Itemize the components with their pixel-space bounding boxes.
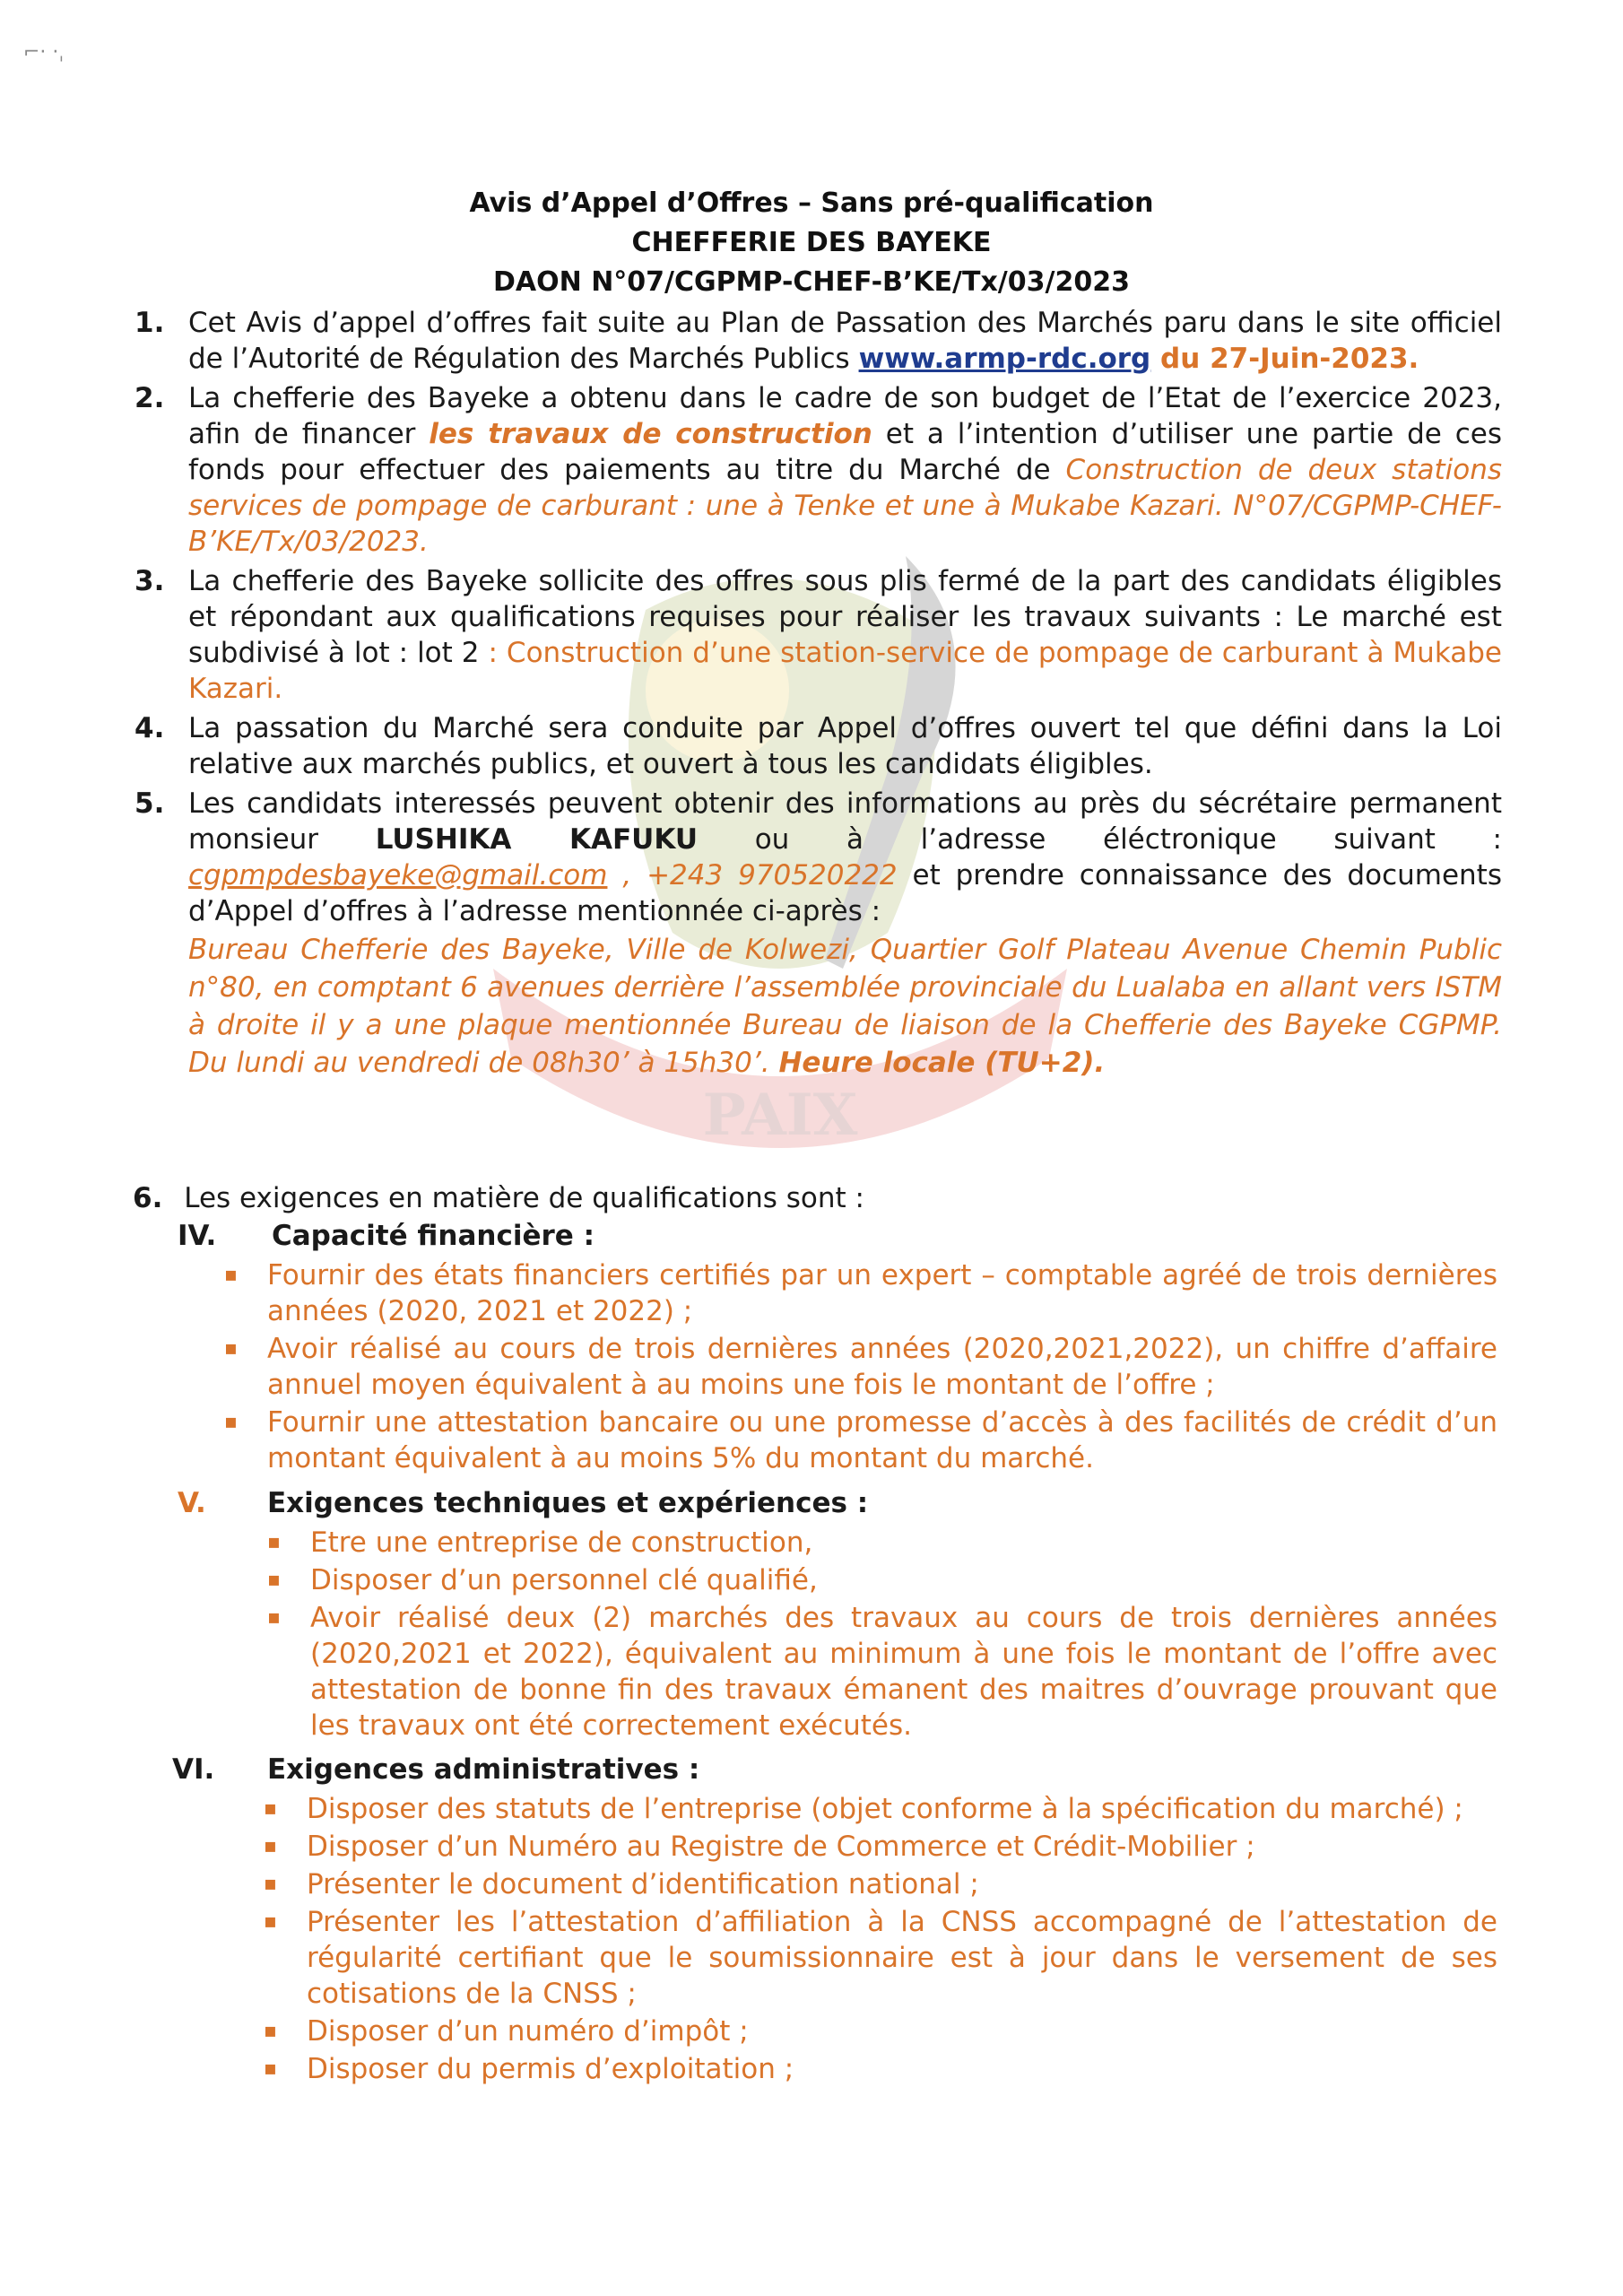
item-3 (135, 563, 1502, 707)
notice-reference: DAON N°07/CGPMP-CHEF-B’KE/Tx/03/2023 (493, 266, 1130, 298)
office-address (188, 931, 1502, 1082)
watermark-text: PAIX (702, 1082, 858, 1149)
address-text: Bureau Chefferie des Bayeke, Ville de Kolwezi, Quartier Golf Plateau Avenue Chemin Public n°80, en comptant 6 avenues derrière l’assemblée provinciale du Lualaba en allant vers ISTM à droite il y a une plaque mentionnée Bureau de liaison de la Chefferie des Bayeke CGPMP. Du lundi au vendredi de 08h30’ à 15h30’. (188, 934, 1502, 1079)
notice-header (0, 184, 1623, 302)
office-hours-note: Heure locale (TU+2). (778, 1047, 1106, 1079)
list-item: ▪ Disposer d’un numéro d’impôt ; (264, 2013, 1497, 2049)
list-item: ▪ Etre une entreprise de construction, (267, 1525, 1497, 1561)
item-text: La passation du Marché sera conduite par Appel d’offres ouvert tel que défini dans la Loi relative aux marchés publics, et ouvert à tous les candidats éligibles. (188, 712, 1502, 780)
list-item: ▪ Présenter le document d’identification national ; (264, 1866, 1497, 1902)
list-item: ▪ Avoir réalisé deux (2) marchés des travaux au cours de trois dernières années (2020,2021 et 2022), équivalent au minimum à une fois le montant de l’offre avec attestation de bonne fin des travaux émanent des maitres d’ouvrage prouvant que les travaux ont été correctement exécutés. (267, 1600, 1497, 1744)
item-number: 2. (135, 382, 165, 414)
item-number: 6. (133, 1182, 163, 1214)
section-financial (178, 1220, 595, 1252)
notice-body (135, 305, 1502, 1085)
list-item: ▪ Fournir des états financiers certifiés par un expert – comptable agréé de trois dernières années (2020, 2021 et 2022) ; (224, 1257, 1497, 1329)
item-text: Les candidats interessés peuvent obtenir des informations au près du sécrétaire permanent monsieur (188, 787, 1502, 856)
item-text-cont: ou à l’adresse éléctronique suivant : (698, 823, 1503, 856)
item-number: 1. (135, 307, 165, 339)
plan-date: du 27-Juin-2023. (1150, 343, 1419, 375)
list-item: ▪ Présenter les l’attestation d’affiliation à la CNSS accompagné de l’attestation de régularité certifiant que le soumissionnaire est à jour dans le versement de ses cotisations de la CNSS ; (264, 1904, 1497, 2012)
notice-title: Avis d’Appel d’Offres – Sans pré-qualification (469, 187, 1154, 219)
item-4 (135, 710, 1502, 782)
section-number: IV. (178, 1220, 217, 1252)
technical-requirements (267, 1525, 1497, 1745)
issuer-name: CHEFFERIE DES BAYEKE (631, 227, 992, 258)
item-number: 3. (135, 565, 165, 597)
item-text: Les exigences en matière de qualifications sont : (184, 1182, 864, 1214)
list-item: ▪ Disposer d’un Numéro au Registre de Commerce et Crédit-Mobilier ; (264, 1829, 1497, 1865)
section-title: Exigences administratives : (267, 1753, 700, 1786)
item-text-cont: et a l’intention d’utiliser une partie de ces fonds pour effectuer des paiements au titre du Marché de (188, 418, 1502, 486)
list-item: ▪ Disposer d’un personnel clé qualifié, (267, 1562, 1497, 1598)
market-object: Construction de deux stations services de pompage de carburant : une à Tenke et une à Mukabe Kazari. N°07/CGPMP-CHEF-B’KE/Tx/03/2023. (188, 454, 1502, 558)
list-item: ▪ Disposer des statuts de l’entreprise (objet conforme à la spécification du marché) ; (264, 1791, 1497, 1827)
lot-description: : Construction d’une station-service de pompage de carburant à Mukabe Kazari. (188, 637, 1502, 705)
item-text: La chefferie des Bayeke a obtenu dans le cadre de son budget de l’Etat de l’exercice 2023, afin de financer (188, 382, 1502, 450)
list-item: ▪ Disposer du permis d’exploitation ; (264, 2051, 1497, 2087)
contact-email[interactable]: cgpmpdesbayeke@gmail.com (188, 859, 608, 891)
armp-link[interactable]: www.armp-rdc.org (858, 343, 1151, 375)
list-item: ▪ Fournir une attestation bancaire ou une promesse d’accès à des facilités de crédit d’un montant équivalent à au moins 5% du montant du marché. (224, 1405, 1497, 1476)
item-6 (133, 1182, 864, 1214)
item-5 (135, 786, 1502, 1082)
item-1 (135, 305, 1502, 377)
financial-requirements (224, 1257, 1497, 1478)
section-administrative (172, 1753, 700, 1786)
administrative-requirements (264, 1791, 1497, 2089)
section-number: V. (178, 1487, 206, 1519)
scan-mark: ⌐· ·ˌ (23, 41, 65, 64)
list-item: ▪ Avoir réalisé au cours de trois dernières années (2020,2021,2022), un chiffre d’affaire annuel moyen équivalent à au moins une fois le montant de l’offre ; (224, 1331, 1497, 1403)
section-number: VI. (172, 1753, 215, 1786)
item-number: 4. (135, 712, 165, 744)
item-number: 5. (135, 787, 165, 820)
contact-name: LUSHIKA KAFUKU (375, 823, 699, 856)
section-title: Capacité financière : (272, 1220, 595, 1252)
item-text: Cet Avis d’appel d’offres fait suite au Plan de Passation des Marchés paru dans le site officiel de l’Autorité de Régulation des Marchés Publics (188, 307, 1502, 375)
item-2 (135, 380, 1502, 560)
section-technical (178, 1487, 869, 1519)
item-text: La chefferie des Bayeke sollicite des offres sous plis fermé de la part des candidats éligibles et répondant aux qualifications requises pour réaliser les travaux suivants : Le marché est subdivisé à lot : lot 2 (188, 565, 1502, 669)
contact-phone: , +243 970520222 (607, 859, 898, 891)
section-title: Exigences techniques et expériences : (267, 1487, 869, 1519)
item-text-end: et prendre connaissance des documents d’Appel d’offres à l’adresse mentionnée ci-après : (188, 859, 1502, 927)
works-emphasis: les travaux de construction (429, 418, 872, 450)
